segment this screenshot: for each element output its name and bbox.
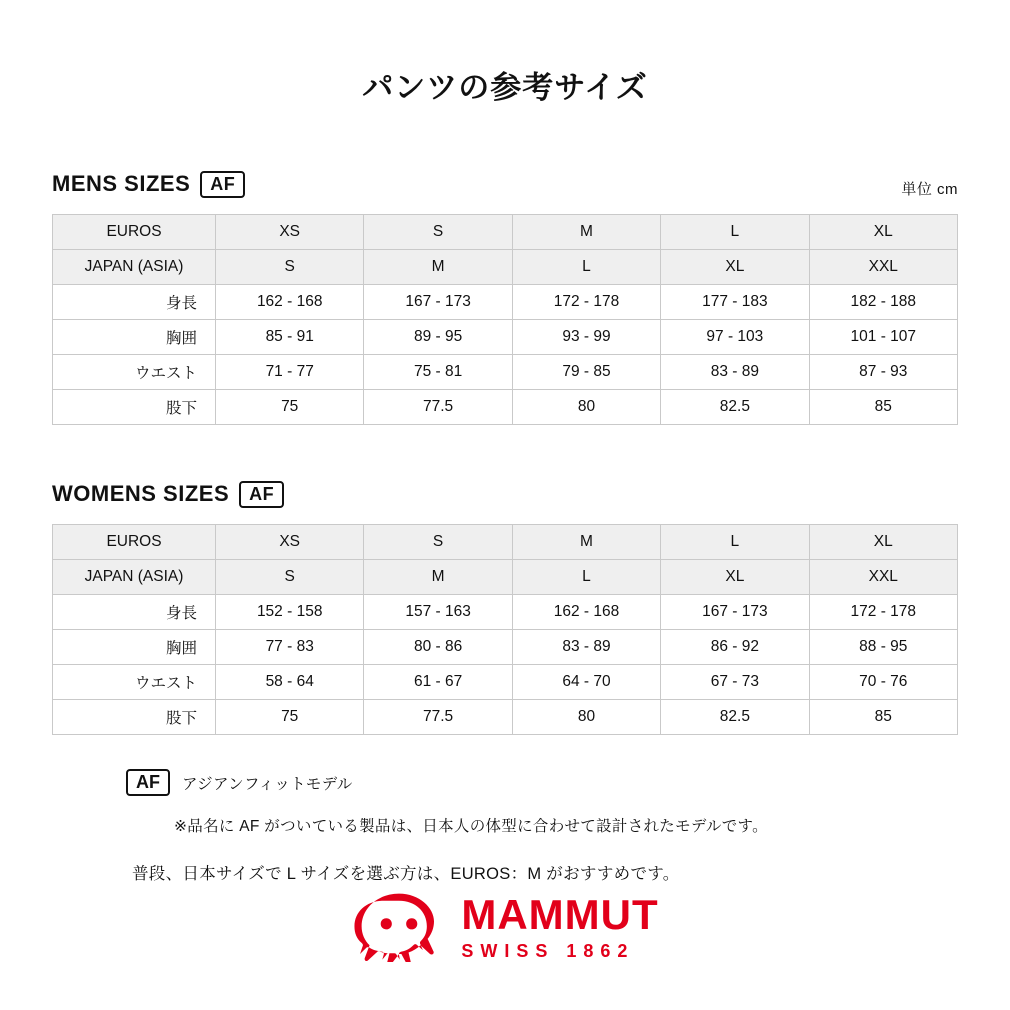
table-cell: M	[364, 560, 512, 595]
table-cell: 162 - 168	[216, 285, 364, 320]
table-cell: XXL	[809, 560, 957, 595]
row-label: EUROS	[53, 525, 216, 560]
row-label: 股下	[53, 700, 216, 735]
brand-tagline: SWISS 1862	[461, 941, 635, 961]
table-cell: XS	[216, 525, 364, 560]
note-af-label: アジアンフィットモデル	[182, 775, 353, 793]
table-cell: 75	[216, 390, 364, 425]
table-row	[53, 525, 958, 560]
table-cell: 93 - 99	[512, 320, 660, 355]
row-label: JAPAN (ASIA)	[53, 250, 216, 285]
note-line-2: ※品名に AF がついている製品は、日本人の体型に合わせて設計されたモデルです。	[174, 818, 768, 835]
row-label: 胸囲	[53, 320, 216, 355]
table-row	[53, 630, 958, 665]
table-cell: L	[661, 215, 809, 250]
table-cell: 64 - 70	[512, 665, 660, 700]
table-cell: 157 - 163	[364, 595, 512, 630]
table-cell: 152 - 158	[216, 595, 364, 630]
table-row	[53, 285, 958, 320]
table-cell: 88 - 95	[809, 630, 957, 665]
brand-logo-text	[461, 891, 659, 961]
table-cell: 167 - 173	[364, 285, 512, 320]
table-cell: 177 - 183	[661, 285, 809, 320]
table-cell: 167 - 173	[661, 595, 809, 630]
table-cell: 182 - 188	[809, 285, 957, 320]
table-cell: 77.5	[364, 390, 512, 425]
table-cell: 77.5	[364, 700, 512, 735]
table-cell: 85	[809, 700, 957, 735]
mens-table-body	[53, 215, 958, 425]
table-cell: M	[512, 525, 660, 560]
page-title: パンツの参考サイズ	[362, 70, 648, 105]
table-row	[53, 215, 958, 250]
table-cell: 97 - 103	[661, 320, 809, 355]
brand-name: MAMMUT	[461, 891, 659, 938]
row-label: 胸囲	[53, 630, 216, 665]
mens-section	[52, 167, 958, 425]
note-line-3: 普段、日本サイズで L サイズを選ぶ方は、EUROS：M がおすすめです。	[132, 865, 680, 883]
row-label: ウエスト	[53, 355, 216, 390]
table-cell: 85	[809, 390, 957, 425]
table-cell: M	[364, 250, 512, 285]
table-cell: L	[512, 560, 660, 595]
womens-heading: WOMENS SIZES	[52, 481, 230, 506]
table-row	[53, 595, 958, 630]
row-label: 股下	[53, 390, 216, 425]
table-cell: 172 - 178	[512, 285, 660, 320]
unit-note: 単位 cm	[901, 181, 958, 198]
table-cell: 83 - 89	[512, 630, 660, 665]
table-cell: 70 - 76	[809, 665, 957, 700]
table-row	[53, 665, 958, 700]
table-row	[53, 355, 958, 390]
table-cell: S	[364, 215, 512, 250]
table-cell: S	[216, 250, 364, 285]
table-cell: XL	[661, 560, 809, 595]
table-cell: 58 - 64	[216, 665, 364, 700]
table-cell: 172 - 178	[809, 595, 957, 630]
table-cell: L	[512, 250, 660, 285]
table-cell: 101 - 107	[809, 320, 957, 355]
table-cell: 77 - 83	[216, 630, 364, 665]
row-label: 身長	[53, 595, 216, 630]
table-cell: 82.5	[661, 700, 809, 735]
table-cell: M	[512, 215, 660, 250]
mens-section-header	[52, 167, 958, 201]
table-cell: XL	[809, 215, 957, 250]
table-row	[53, 320, 958, 355]
womens-table-body	[53, 525, 958, 735]
row-label: EUROS	[53, 215, 216, 250]
table-cell: XL	[661, 250, 809, 285]
table-cell: 87 - 93	[809, 355, 957, 390]
mammoth-icon	[351, 892, 447, 962]
brand-logo-inner	[351, 892, 658, 962]
table-cell: 61 - 67	[364, 665, 512, 700]
table-cell: 86 - 92	[661, 630, 809, 665]
row-label: ウエスト	[53, 665, 216, 700]
table-cell: XXL	[809, 250, 957, 285]
table-cell: 79 - 85	[512, 355, 660, 390]
table-cell: 162 - 168	[512, 595, 660, 630]
table-row	[53, 250, 958, 285]
mens-heading: MENS SIZES	[52, 171, 191, 196]
table-cell: 80 - 86	[364, 630, 512, 665]
table-cell: 85 - 91	[216, 320, 364, 355]
table-cell: 83 - 89	[661, 355, 809, 390]
womens-section-header	[52, 477, 958, 511]
table-cell: 67 - 73	[661, 665, 809, 700]
table-cell: S	[216, 560, 364, 595]
womens-size-table	[52, 524, 958, 735]
table-cell: 75 - 81	[364, 355, 512, 390]
table-cell: 75	[216, 700, 364, 735]
row-label: JAPAN (ASIA)	[53, 560, 216, 595]
brand-logo	[0, 892, 1010, 962]
row-label: 身長	[53, 285, 216, 320]
table-cell: XL	[809, 525, 957, 560]
table-cell: 80	[512, 390, 660, 425]
note-af-row	[126, 769, 958, 796]
note-af-badge: AF	[126, 769, 170, 796]
table-cell: XS	[216, 215, 364, 250]
table-row	[53, 390, 958, 425]
table-row	[53, 700, 958, 735]
table-cell: 89 - 95	[364, 320, 512, 355]
notes-block	[52, 769, 958, 884]
table-cell: L	[661, 525, 809, 560]
table-row	[53, 560, 958, 595]
table-cell: 80	[512, 700, 660, 735]
womens-af-badge: AF	[239, 481, 284, 508]
table-cell: 71 - 77	[216, 355, 364, 390]
mens-size-table	[52, 214, 958, 425]
mens-af-badge: AF	[200, 171, 245, 198]
table-cell: S	[364, 525, 512, 560]
womens-section	[52, 477, 958, 735]
table-cell: 82.5	[661, 390, 809, 425]
